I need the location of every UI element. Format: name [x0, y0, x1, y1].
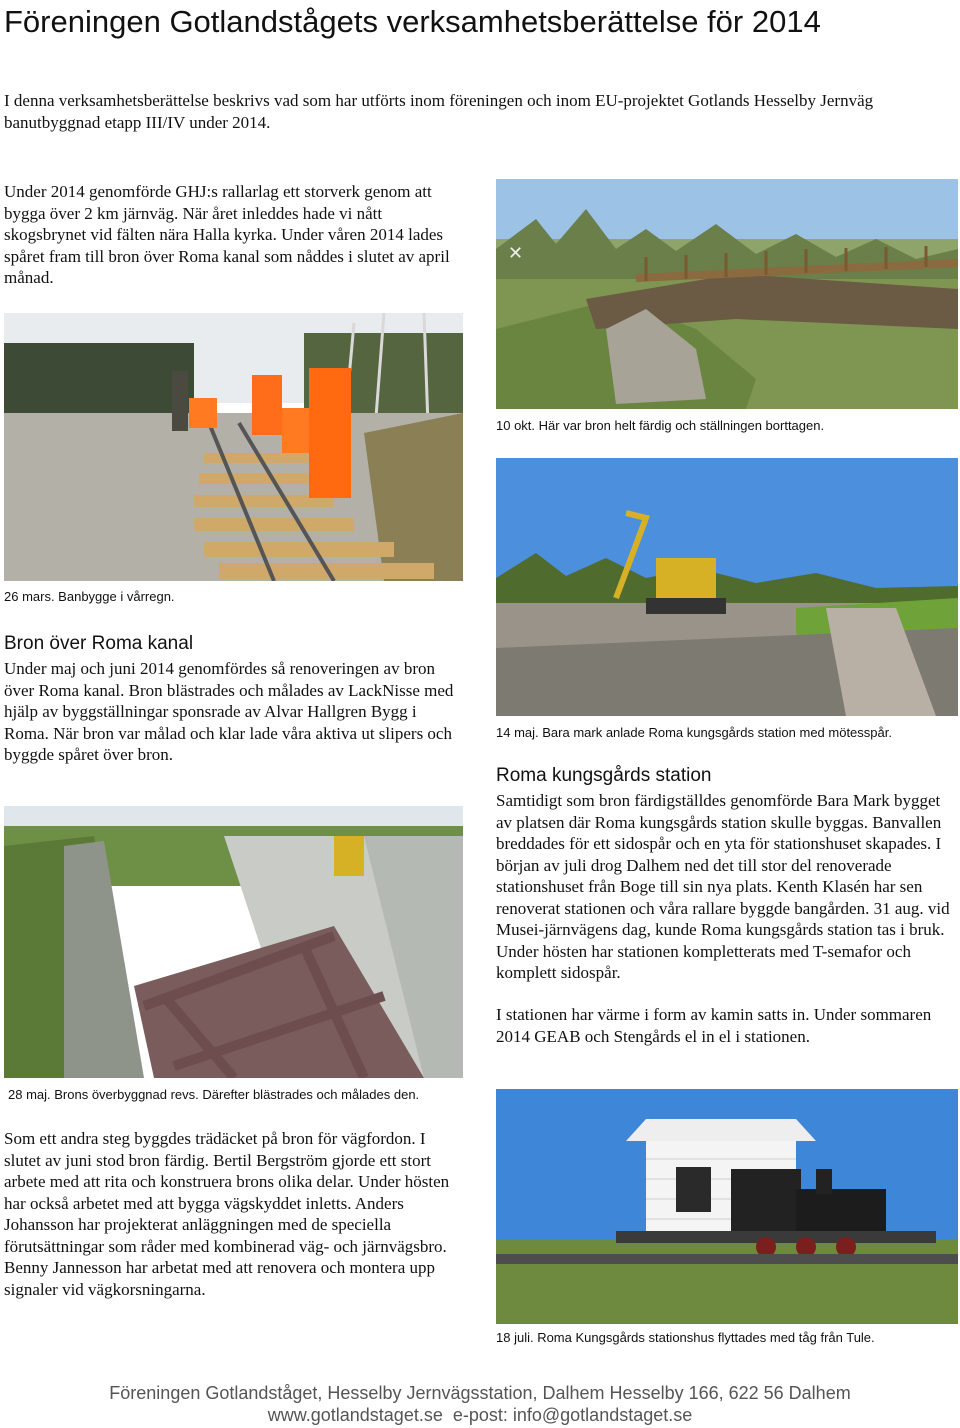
heading-bridge-section: Bron över Roma kanal	[4, 633, 194, 654]
page-title: Föreningen Gotlandstågets verksamhetsberättelse för 2014	[4, 4, 821, 39]
heading-station-section: Roma kungsgårds station	[496, 765, 712, 786]
paragraph-station-construction: Samtidigt som bron färdigställdes genomförde Bara Mark bygget av platsen där Roma kungsgårds station skulle byggas. Banvallen breddades för ett sidospår och en yta för stationshuset skapades. I början av juli drog Dalhem ned det till stor del renoverade stationshuset från Boge till sin nya plats. Kenth Klasén har sen renoverat stationen och våra rallare byggde bangården. 31 aug. vid Musei-järnvägens dag, kunde Roma kungsgårds station tas i bruk. Under hösten har stationen kompletterats med T-semafor och komplett sidospår.	[496, 791, 950, 982]
caption-bridge-october: 10 okt. Här var bron helt färdig och ställningen borttagen.	[496, 418, 825, 433]
paragraph-station-heating: I stationen har värme i form av kamin satts in. Under sommaren 2014 GEAB och Stengårds el in el i stationen.	[496, 1005, 932, 1046]
paragraph-bridge-renovation: Under maj och juni 2014 genomfördes så renoveringen av bron över Roma kanal. Bron blästrades och målades av LackNisse med hjälp av byggställningar sponsrade av Alvar Hallgren Bygg i Roma. När bron var målad och klar lade våra aktiva ut slipers och byggde spåret över bron.	[4, 659, 454, 764]
caption-steel-frame: 28 maj. Brons överbyggnad revs. Därefter blästrades och målades den.	[8, 1087, 420, 1102]
caption-locomotive: 18 juli. Roma Kungsgårds stationshus flyttades med tåg från Tule.	[496, 1330, 875, 1345]
paragraph-track-building: Under 2014 genomförde GHJ:s rallarlag ett storverk genom att bygga över 2 km järnväg. När året inleddes hade vi nått skogsbrynet vid fälten nära Halla kyrka. Under våren 2014 lades spåret fram till bron över Roma kanal som nåddes i slutet av april månad.	[4, 182, 450, 287]
caption-track-workers: 26 mars. Banbygge i vårregn.	[4, 589, 175, 604]
footer-address: Föreningen Gotlandståget, Hesselby Jernvägsstation, Dalhem Hesselby 166, 622 56 Dalhem	[109, 1383, 851, 1403]
svg-text:✕: ✕	[508, 243, 524, 264]
photo-track-workers	[4, 313, 463, 581]
paragraph-wooden-deck: Som ett andra steg byggdes trädäcket på bron för vägfordon. I slutet av juni stod bron färdig. Bertil Bergström gjorde ett stort arbete med att rita och konstruera brons olika delar. Under hösten har också arbetet med att bygga vägskyddet inletts. Anders Johansson har projekterat anläggningen med de speciella förutsättningar som råder med kombinerad väg- och järnvägsbro. Benny Jannesson har arbetat med att renovera och montera upp signaler vid vägkorsningarna.	[4, 1129, 450, 1299]
photo-steel-frame	[4, 806, 463, 1078]
intro-paragraph: I denna verksamhetsberättelse beskrivs vad som har utförts inom föreningen och inom EU-projektet Gotlands Hesselby Jernväg banutbyggnad etapp III/IV under 2014.	[4, 91, 874, 132]
photo-bridge-october	[496, 179, 958, 409]
caption-excavator: 14 maj. Bara mark anlade Roma kungsgårds station med mötesspår.	[496, 725, 892, 740]
photo-excavator	[496, 458, 958, 716]
footer-contact: www.gotlandstaget.se e-post: info@gotlandstaget.se	[267, 1405, 693, 1425]
photo-locomotive-station-house	[496, 1089, 958, 1324]
